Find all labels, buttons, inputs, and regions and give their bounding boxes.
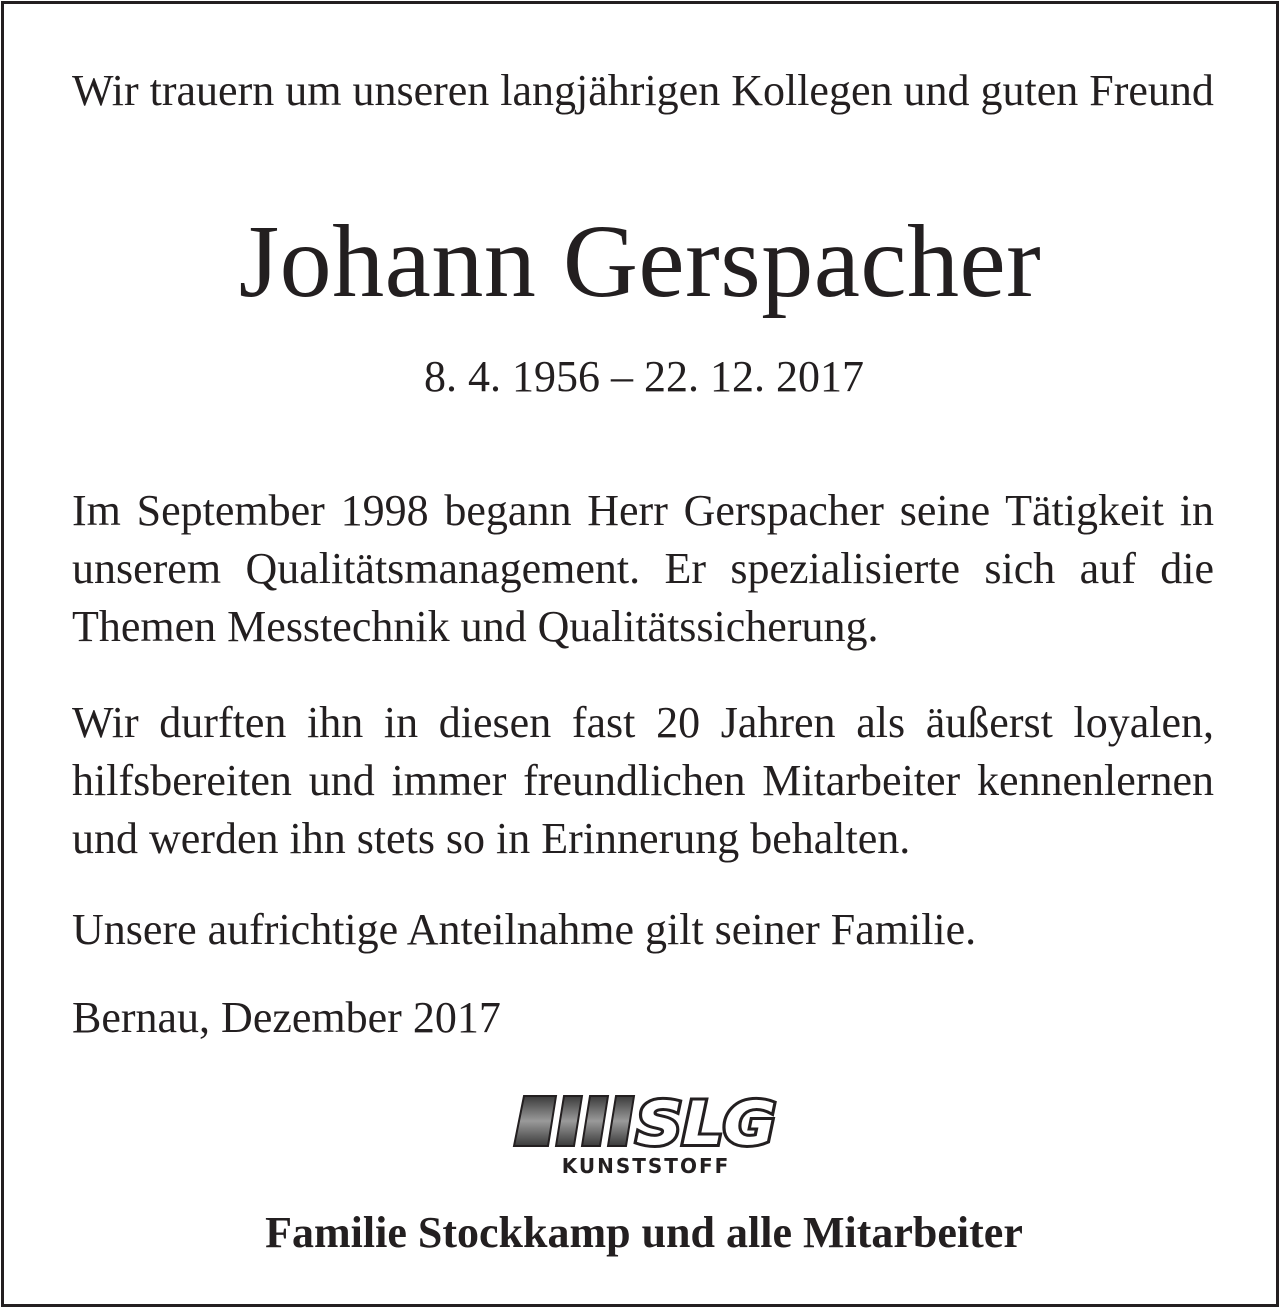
paragraph-tribute: Wir durften ihn in diesen fast 20 Jahren als äußerst loyalen, hilfsbereiten und immer freundlichen Mitarbeiter kennenlernen und werden ihn stets so in Erinnerung behalten. xyxy=(72,698,1214,863)
obituary-notice xyxy=(1,1,1279,1307)
slg-logo-mark xyxy=(512,1092,780,1150)
signature: Familie Stockkamp und alle Mitarbeiter xyxy=(265,1208,1023,1257)
paragraph-condolence: Unsere aufrichtige Anteilnahme gilt seiner Familie. xyxy=(72,905,977,954)
life-dates: 8. 4. 1956 – 22. 12. 2017 xyxy=(424,352,864,401)
logo-subtitle: KUNSTSTOFF xyxy=(561,1154,731,1178)
paragraph-career: Im September 1998 begann Herr Gerspacher seine Tätigkeit in unserem Qualitätsmanagement. Er spezialisierte sich auf die Themen Messtechnik und Qualitätssicherung. xyxy=(72,486,1214,651)
svg-text:SLG: SLG xyxy=(636,1092,776,1150)
intro-text: Wir trauern um unseren langjährigen Kollegen und guten Freund xyxy=(72,66,1214,115)
company-logo xyxy=(512,1092,780,1192)
place-date-line: Bernau, Dezember 2017 xyxy=(72,993,501,1042)
deceased-name: Johann Gerspacher xyxy=(238,204,1042,319)
